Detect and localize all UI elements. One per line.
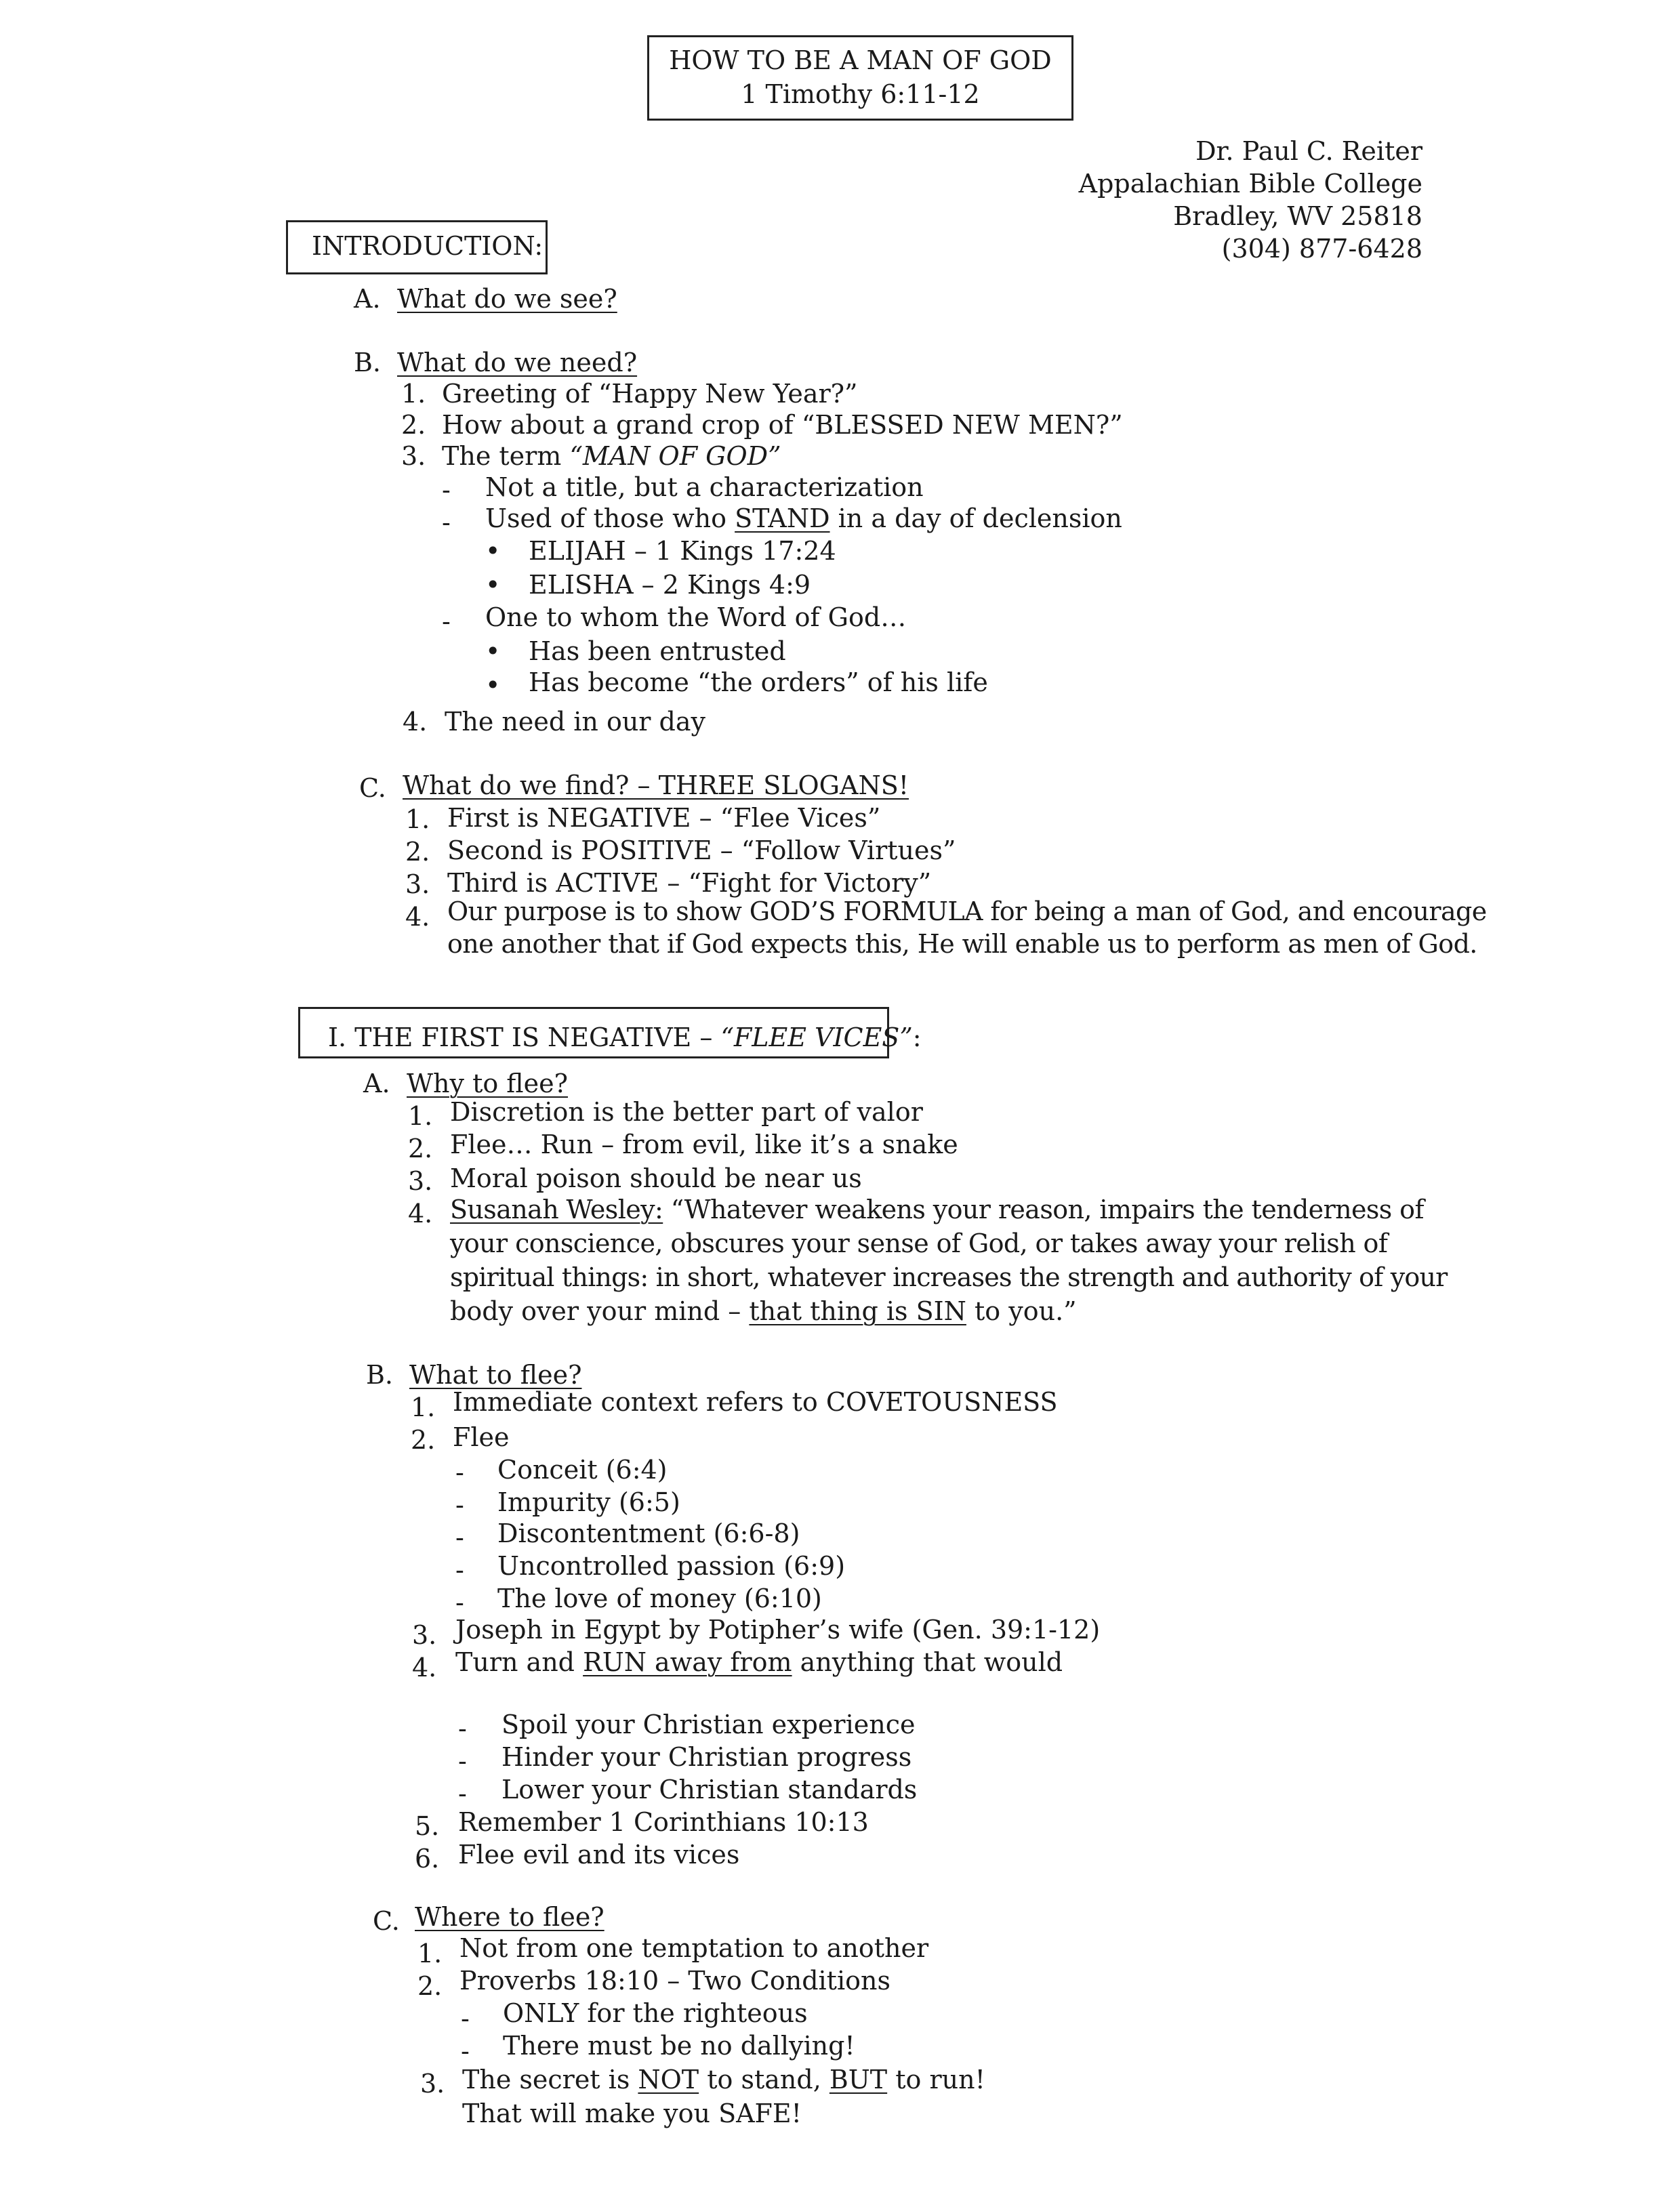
- quote-text-1: “Whatever weakens your reason, impairs the tenderness of: [663, 1195, 1424, 1224]
- bullet-marker: •: [485, 536, 501, 566]
- s1-a-num-1: 1.: [408, 1101, 433, 1131]
- stand-before: Used of those who: [485, 503, 735, 533]
- section1-heading-italic: “FLEE VICES”: [720, 1023, 913, 1052]
- s1-a-item-1: Discretion is the better part of valor: [450, 1097, 923, 1127]
- s1-c-letter: C.: [373, 1906, 400, 1936]
- turn-spoil: Spoil your Christian experience: [501, 1710, 916, 1739]
- quote-4-underline: that thing is SIN: [749, 1296, 966, 1326]
- s1-c-item-2: Proverbs 18:10 – Two Conditions: [459, 1966, 890, 1996]
- intro-c-item-3: Third is ACTIVE – “Fight for Victory”: [447, 868, 932, 898]
- dash-marker: -: [461, 2004, 470, 2034]
- condition-righteous: ONLY for the righteous: [503, 1998, 808, 2028]
- dash-marker: -: [455, 1588, 464, 1617]
- quote-4-before: body over your mind –: [450, 1296, 750, 1326]
- s1-c-item-3: [462, 2064, 985, 2095]
- dash-marker: -: [442, 606, 451, 636]
- bullet-marker: •: [485, 670, 501, 700]
- dash-marker: -: [455, 1458, 464, 1487]
- s1-a-quote-line-2: your conscience, obscures your sense of God, or takes away your relish of: [450, 1229, 1388, 1258]
- author-institution: Appalachian Bible College: [1078, 169, 1422, 199]
- intro-a-letter: A.: [354, 284, 381, 314]
- turn-before: Turn and: [455, 1647, 583, 1677]
- s1-b-num-1: 1.: [411, 1392, 436, 1422]
- s1-a-letter: A.: [363, 1069, 390, 1098]
- secret-p2: to stand,: [699, 2065, 829, 2094]
- intro-c-item-4-cont: one another that if God expects this, He will enable us to perform as men of God.: [447, 929, 1477, 959]
- dash-marker: -: [455, 1555, 464, 1585]
- stand-after: in a day of declension: [829, 503, 1122, 533]
- s1-a-heading: Why to flee?: [407, 1069, 569, 1098]
- s1-a-quote-line-1: [450, 1194, 1424, 1225]
- turn-hinder: Hinder your Christian progress: [501, 1742, 912, 1772]
- section1-heading: [328, 1022, 922, 1053]
- author-phone: (304) 877-6428: [1221, 234, 1422, 264]
- s1-a-quote-line-4: [450, 1296, 1077, 1327]
- s1-a-num-3: 3.: [408, 1166, 433, 1196]
- term-man-of-god: “MAN OF GOD”: [569, 441, 781, 471]
- bullet-elijah: ELIJAH – 1 Kings 17:24: [529, 536, 836, 566]
- s1-c-num-2: 2.: [417, 1971, 443, 2001]
- dash-marker: -: [442, 508, 451, 537]
- turn-lower: Lower your Christian standards: [501, 1775, 918, 1804]
- s1-b-item-3: Joseph in Egypt by Potipher’s wife (Gen. 39:1-12): [455, 1615, 1101, 1645]
- term-prefix: The term: [442, 441, 570, 471]
- s1-b-letter: B.: [366, 1360, 394, 1390]
- s1-b-item-6: Flee evil and its vices: [458, 1840, 740, 1870]
- dash-marker: -: [442, 475, 451, 505]
- flee-conceit: Conceit (6:4): [497, 1455, 668, 1485]
- bullet-entrusted: Has been entrusted: [529, 636, 786, 666]
- s1-b-item-2: Flee: [453, 1422, 510, 1452]
- quote-author: Susanah Wesley:: [450, 1195, 663, 1224]
- bullet-marker: •: [485, 636, 501, 666]
- s1-b-item-5: Remember 1 Corinthians 10:13: [458, 1807, 869, 1837]
- s1-c-num-3: 3.: [420, 2069, 445, 2099]
- bullet-orders: Has become “the orders” of his life: [529, 667, 988, 697]
- secret-p1: The secret is: [462, 2065, 638, 2094]
- intro-a-heading: What do we see?: [397, 284, 617, 314]
- flee-impurity: Impurity (6:5): [497, 1487, 680, 1517]
- intro-c-item-2: Second is POSITIVE – “Follow Virtues”: [447, 835, 956, 865]
- s1-c-heading: Where to flee?: [415, 1902, 605, 1932]
- term-dash-item-3: One to whom the Word of God…: [485, 602, 907, 632]
- s1-b-num-4: 4.: [412, 1653, 437, 1683]
- document-title: HOW TO BE A MAN OF GOD: [669, 45, 1052, 75]
- term-dash-item-2: [485, 503, 1122, 534]
- intro-c-num-4: 4.: [405, 902, 430, 932]
- secret-but: BUT: [829, 2065, 888, 2094]
- intro-c-num-2: 2.: [405, 837, 430, 867]
- dash-marker: -: [458, 1714, 467, 1743]
- introduction-heading: INTRODUCTION:: [312, 231, 544, 261]
- intro-c-heading: What do we find? – THREE SLOGANS!: [403, 770, 909, 800]
- intro-b-item-3: [442, 440, 781, 472]
- intro-b-num-2: 2.: [401, 410, 426, 440]
- flee-love-of-money: The love of money (6:10): [497, 1584, 822, 1613]
- s1-a-quote-line-3: spiritual things: in short, whatever increases the strength and authority of your: [450, 1262, 1448, 1292]
- secret-p3: to run!: [887, 2065, 985, 2094]
- s1-c-num-1: 1.: [417, 1939, 443, 1968]
- flee-discontentment: Discontentment (6:6-8): [497, 1519, 800, 1548]
- s1-b-item-1: Immediate context refers to COVETOUSNESS: [453, 1387, 1058, 1417]
- intro-b-heading: What do we need?: [397, 348, 638, 377]
- s1-b-heading: What to flee?: [409, 1360, 582, 1390]
- dash-marker: -: [458, 1746, 467, 1776]
- s1-b-num-5: 5.: [415, 1811, 440, 1841]
- s1-b-num-3: 3.: [412, 1620, 437, 1650]
- s1-b-item-4: [455, 1647, 1063, 1678]
- s1-a-num-4: 4.: [408, 1199, 433, 1229]
- intro-c-num-1: 1.: [405, 804, 430, 834]
- s1-a-num-2: 2.: [408, 1134, 433, 1163]
- intro-b-letter: B.: [354, 348, 382, 377]
- dash-marker: -: [455, 1490, 464, 1520]
- s1-c-item-3-cont: That will make you SAFE!: [462, 2099, 802, 2128]
- intro-c-item-4: Our purpose is to show GOD’S FORMULA for being a man of God, and encourage: [447, 896, 1487, 926]
- stand-underlined: STAND: [735, 503, 830, 533]
- scripture-reference: 1 Timothy 6:11-12: [741, 79, 980, 109]
- quote-4-after: to you.”: [966, 1296, 1077, 1326]
- intro-b-num-4: 4.: [403, 707, 428, 737]
- dash-marker: -: [455, 1523, 464, 1552]
- term-dash-item-1: Not a title, but a characterization: [485, 472, 924, 502]
- section1-heading-prefix: I. THE FIRST IS NEGATIVE –: [328, 1023, 721, 1052]
- dash-marker: -: [458, 1779, 467, 1809]
- intro-c-item-1: First is NEGATIVE – “Flee Vices”: [447, 803, 881, 833]
- intro-b-num-1: 1.: [401, 379, 426, 409]
- intro-b-item-1: Greeting of “Happy New Year?”: [442, 379, 858, 409]
- intro-b-item-2: How about a grand crop of “BLESSED NEW MEN?”: [442, 410, 1123, 440]
- author-name: Dr. Paul C. Reiter: [1195, 136, 1422, 166]
- secret-not: NOT: [638, 2065, 699, 2094]
- flee-passion: Uncontrolled passion (6:9): [497, 1551, 846, 1581]
- s1-b-num-6: 6.: [415, 1844, 440, 1874]
- s1-b-num-2: 2.: [411, 1425, 436, 1455]
- bullet-marker: •: [485, 570, 501, 600]
- s1-a-item-3: Moral poison should be near us: [450, 1163, 862, 1193]
- turn-underline: RUN away from: [583, 1647, 792, 1677]
- author-city: Bradley, WV 25818: [1173, 201, 1422, 231]
- condition-no-dallying: There must be no dallying!: [503, 2031, 855, 2061]
- s1-c-item-1: Not from one temptation to another: [459, 1933, 929, 1963]
- intro-c-letter: C.: [359, 773, 386, 803]
- intro-c-num-3: 3.: [405, 869, 430, 899]
- section1-heading-suffix: :: [912, 1023, 922, 1052]
- intro-b-num-3: 3.: [401, 441, 426, 471]
- intro-b-item-4: The need in our day: [445, 707, 705, 737]
- bullet-elisha: ELISHA – 2 Kings 4:9: [529, 570, 811, 600]
- dash-marker: -: [461, 2036, 470, 2066]
- s1-a-item-2: Flee… Run – from evil, like it’s a snake: [450, 1130, 958, 1159]
- turn-after: anything that would: [792, 1647, 1063, 1677]
